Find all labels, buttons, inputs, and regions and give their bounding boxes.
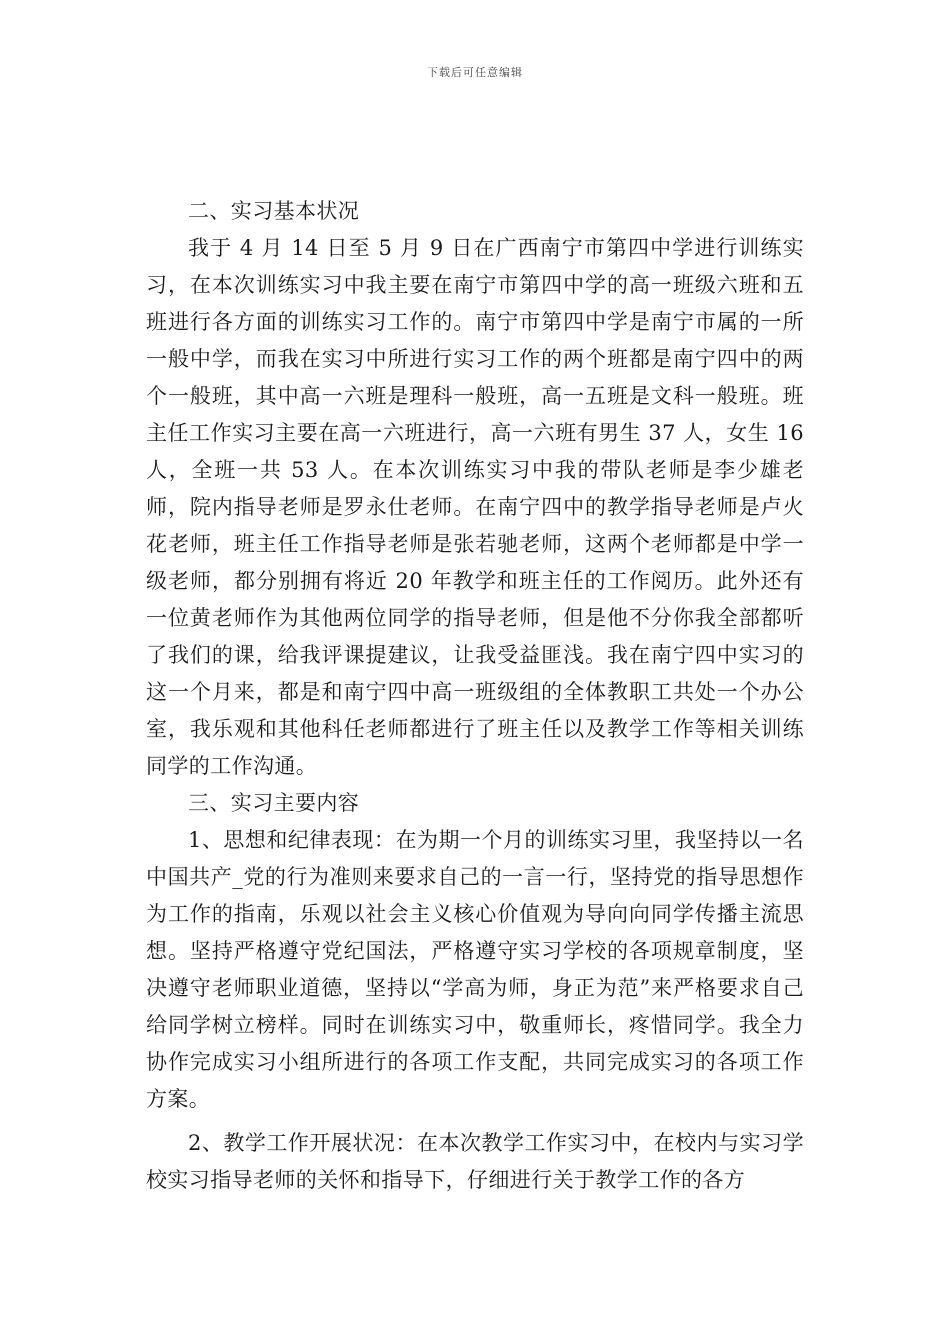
section-heading-main-content: 三、实习主要内容 <box>188 791 360 815</box>
section-heading-basic-situation: 二、实习基本状况 <box>188 199 360 223</box>
header-note: 下载后可任意编辑 <box>427 66 523 79</box>
document-body <box>146 193 804 1199</box>
paragraph-ideology-discipline: 1、思想和纪律表现：在为期一个月的训练实习里，我坚持以一名中国共产_党的行为准则来要求自己的一言一行，坚持党的指导思想作为工作的指南，乐观以社会主义核心价值观为导向向同学传播主流思想。坚持严格遵守党纪国法，严格遵守实习学校的各项规章制度，坚决遵守老师职业道德，坚持以“学高为师，身正为范”来严格要求自己给同学树立榜样。同时在训练实习中，敬重师长，疼惜同学。我全力协作完成实习小组所进行的各项工作支配，共同完成实习的各项工作方案。 <box>146 828 804 1111</box>
paragraph-teaching-work: 2、教学工作开展状况：在本次教学工作实习中，在校内与实习学校实习指导老师的关怀和指导下，仔细进行关于教学工作的各方 <box>146 1131 804 1192</box>
paragraph-basic-situation: 我于 4 月 14 日至 5 月 9 日在广西南宁市第四中学进行训练实习，在本次训练实习中我主要在南宁市第四中学的高一班级六班和五班进行各方面的训练实习工作的。南宁市第四中学是南宁市属的一所一般中学，而我在实习中所进行实习工作的两个班都是南宁四中的两个一般班，其中高一六班是理科一般班，高一五班是文科一般班。班主任工作实习主要在高一六班进行，高一六班有男生 37 人，女生 16 人，全班一共 53 人。在本次训练实习中我的带队老师是李少雄老师，院内指导老师是罗永仕老师。在南宁四中的教学指导老师是卢火花老师，班主任工作指导老师是张若驰老师，这两个老师都是中学一级老师，都分别拥有将近 20 年教学和班主任的工作阅历。此外还有一位黄老师作为其他两位同学的指导老师，但是他不分你我全部都听了我们的课，给我评课提建议，让我受益匪浅。我在南宁四中实习的这一个月来，都是和南宁四中高一班级组的全体教职工共处一个办公室，我乐观和其他科任老师都进行了班主任以及教学工作等相关训练同学的工作沟通。 <box>146 236 804 778</box>
